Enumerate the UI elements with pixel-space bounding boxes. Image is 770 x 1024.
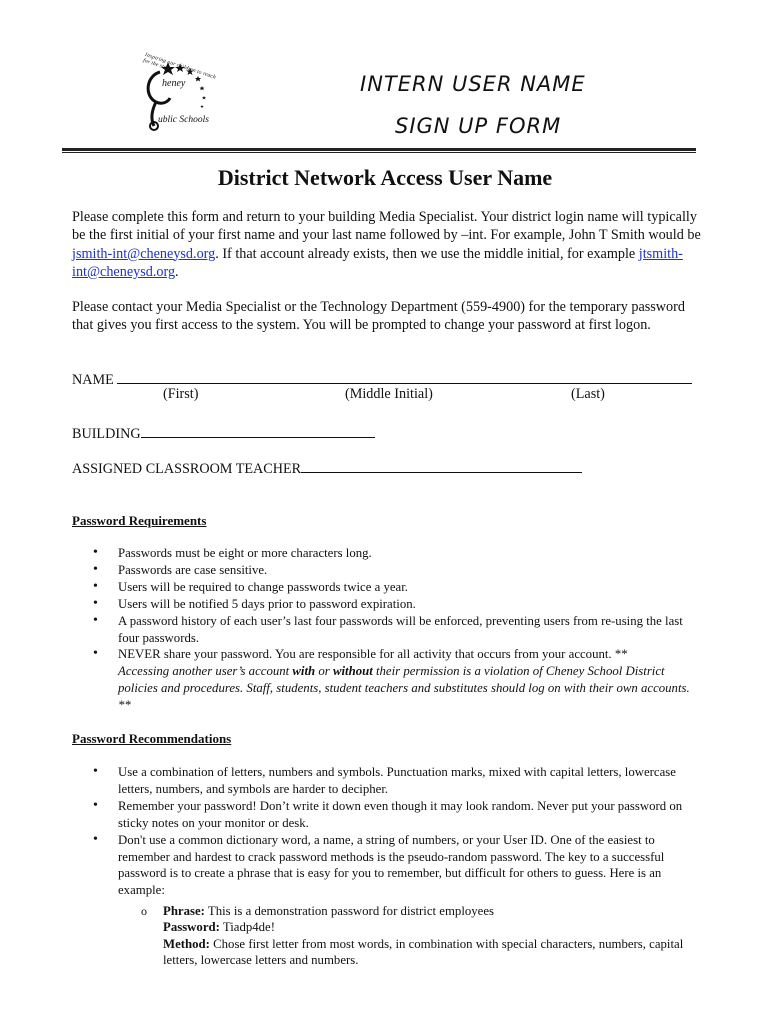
form-title-line2: SIGN UP FORM [395,114,562,138]
name-input-line[interactable] [117,369,692,384]
list-item: • Remember your password! Don’t write it down even though it may look random. Never put your password on sticky notes on your monitor or desk. [72,798,697,832]
list-item: • Users will be notified 5 days prior to password expiration. [72,596,697,613]
list-item: • Users will be required to change passwords twice a year. [72,579,697,596]
recommendations-list [72,764,697,899]
password-value: Tiadp4de! [219,920,275,935]
district-logo [138,52,228,132]
example-email-link-1[interactable]: jsmith-int@cheneysd.org [72,245,216,262]
last-name-caption: (Last) [571,386,605,402]
example-email-link-2[interactable]: jtsmith-int@cheneysd.org [72,245,683,280]
share-warning: NEVER share your password. You are responsible for all activity that occurs from your account. ** [118,647,628,662]
header-divider [62,148,696,151]
name-label: NAME [72,372,114,388]
contact-paragraph: Please contact your Media Specialist or the Technology Department (559-4900) for the temporary password that gives you first access to the system. You will be prompted to change your password at first logon. [72,299,685,334]
intro-text-b: . If that account already exists, then we use the middle initial, for example [215,245,639,262]
phrase-label: Phrase: [163,904,205,918]
logo-name-line2: ublic Schools [158,115,209,125]
method-value: Chose first letter from most words, in combination with special characters, numbers, capital letters, lowercase letters and numbers. [163,936,684,968]
building-input-line[interactable] [141,423,375,438]
first-name-caption: (First) [163,386,199,402]
sub-bullet: o [141,904,147,918]
list-item: • Don't use a common dictionary word, a name, a string of numbers, or your User ID. One of the easiest to remember and hardest to crack password methods is the pseudo-random password. The key to a successful password is to create a phrase that is easy for you to remember, but difficult for others to guess. Here is an example: [72,832,697,900]
list-item: • Passwords must be eight or more characters long. [72,545,697,562]
method-label: Method: [163,936,210,951]
policy-text-c: their permission is a violation of Cheney School District policies and procedures. Staff, students, student teachers and substitutes should log on with their own accounts. ** [118,664,690,713]
list-item: • A password history of each user’s last four passwords will be enforced, preventing users from re-using the last four passwords. [72,613,697,647]
logo-motto: Inspiring our children to reach for the stars [142,52,217,81]
building-field[interactable] [72,423,375,443]
policy-bold-with: with [292,664,316,679]
logo-name-line1: heney [162,78,186,89]
intro-text-a: Please complete this form and return to your building Media Specialist. Your district login name will typically be the first initial of your first name and your last name followed by –int. For example, John T Smith would be [72,209,701,244]
phrase-value: This is a demonstration password for district employees [204,904,495,918]
intro-paragraph [72,208,702,281]
requirements-heading: Password Requirements [72,513,207,528]
policy-text-b: or [315,664,333,679]
teacher-field[interactable] [72,458,582,478]
requirements-list [72,545,697,714]
policy-bold-without: without [332,664,373,679]
list-item [72,646,697,714]
password-label: Password: [163,920,220,935]
form-title-line1: INTERN USER NAME [360,72,586,96]
password-example [141,903,703,969]
header-divider-thin [62,152,696,153]
recommendations-heading: Password Recommendations [72,731,232,746]
teacher-label: ASSIGNED CLASSROOM TEACHER [72,461,302,477]
building-label: BUILDING [72,426,141,442]
intro-text-c: . [175,263,179,280]
teacher-input-line[interactable] [301,458,582,473]
policy-text-a: Accessing another user’s account [118,664,293,679]
list-item: • Passwords are case sensitive. [72,562,697,579]
list-item: • Use a combination of letters, numbers and symbols. Punctuation marks, mixed with capital letters, lowercase letters, numbers, and symbols are harder to decipher. [72,764,697,798]
page-heading: District Network Access User Name [217,165,553,190]
middle-initial-caption: (Middle Initial) [345,386,433,402]
